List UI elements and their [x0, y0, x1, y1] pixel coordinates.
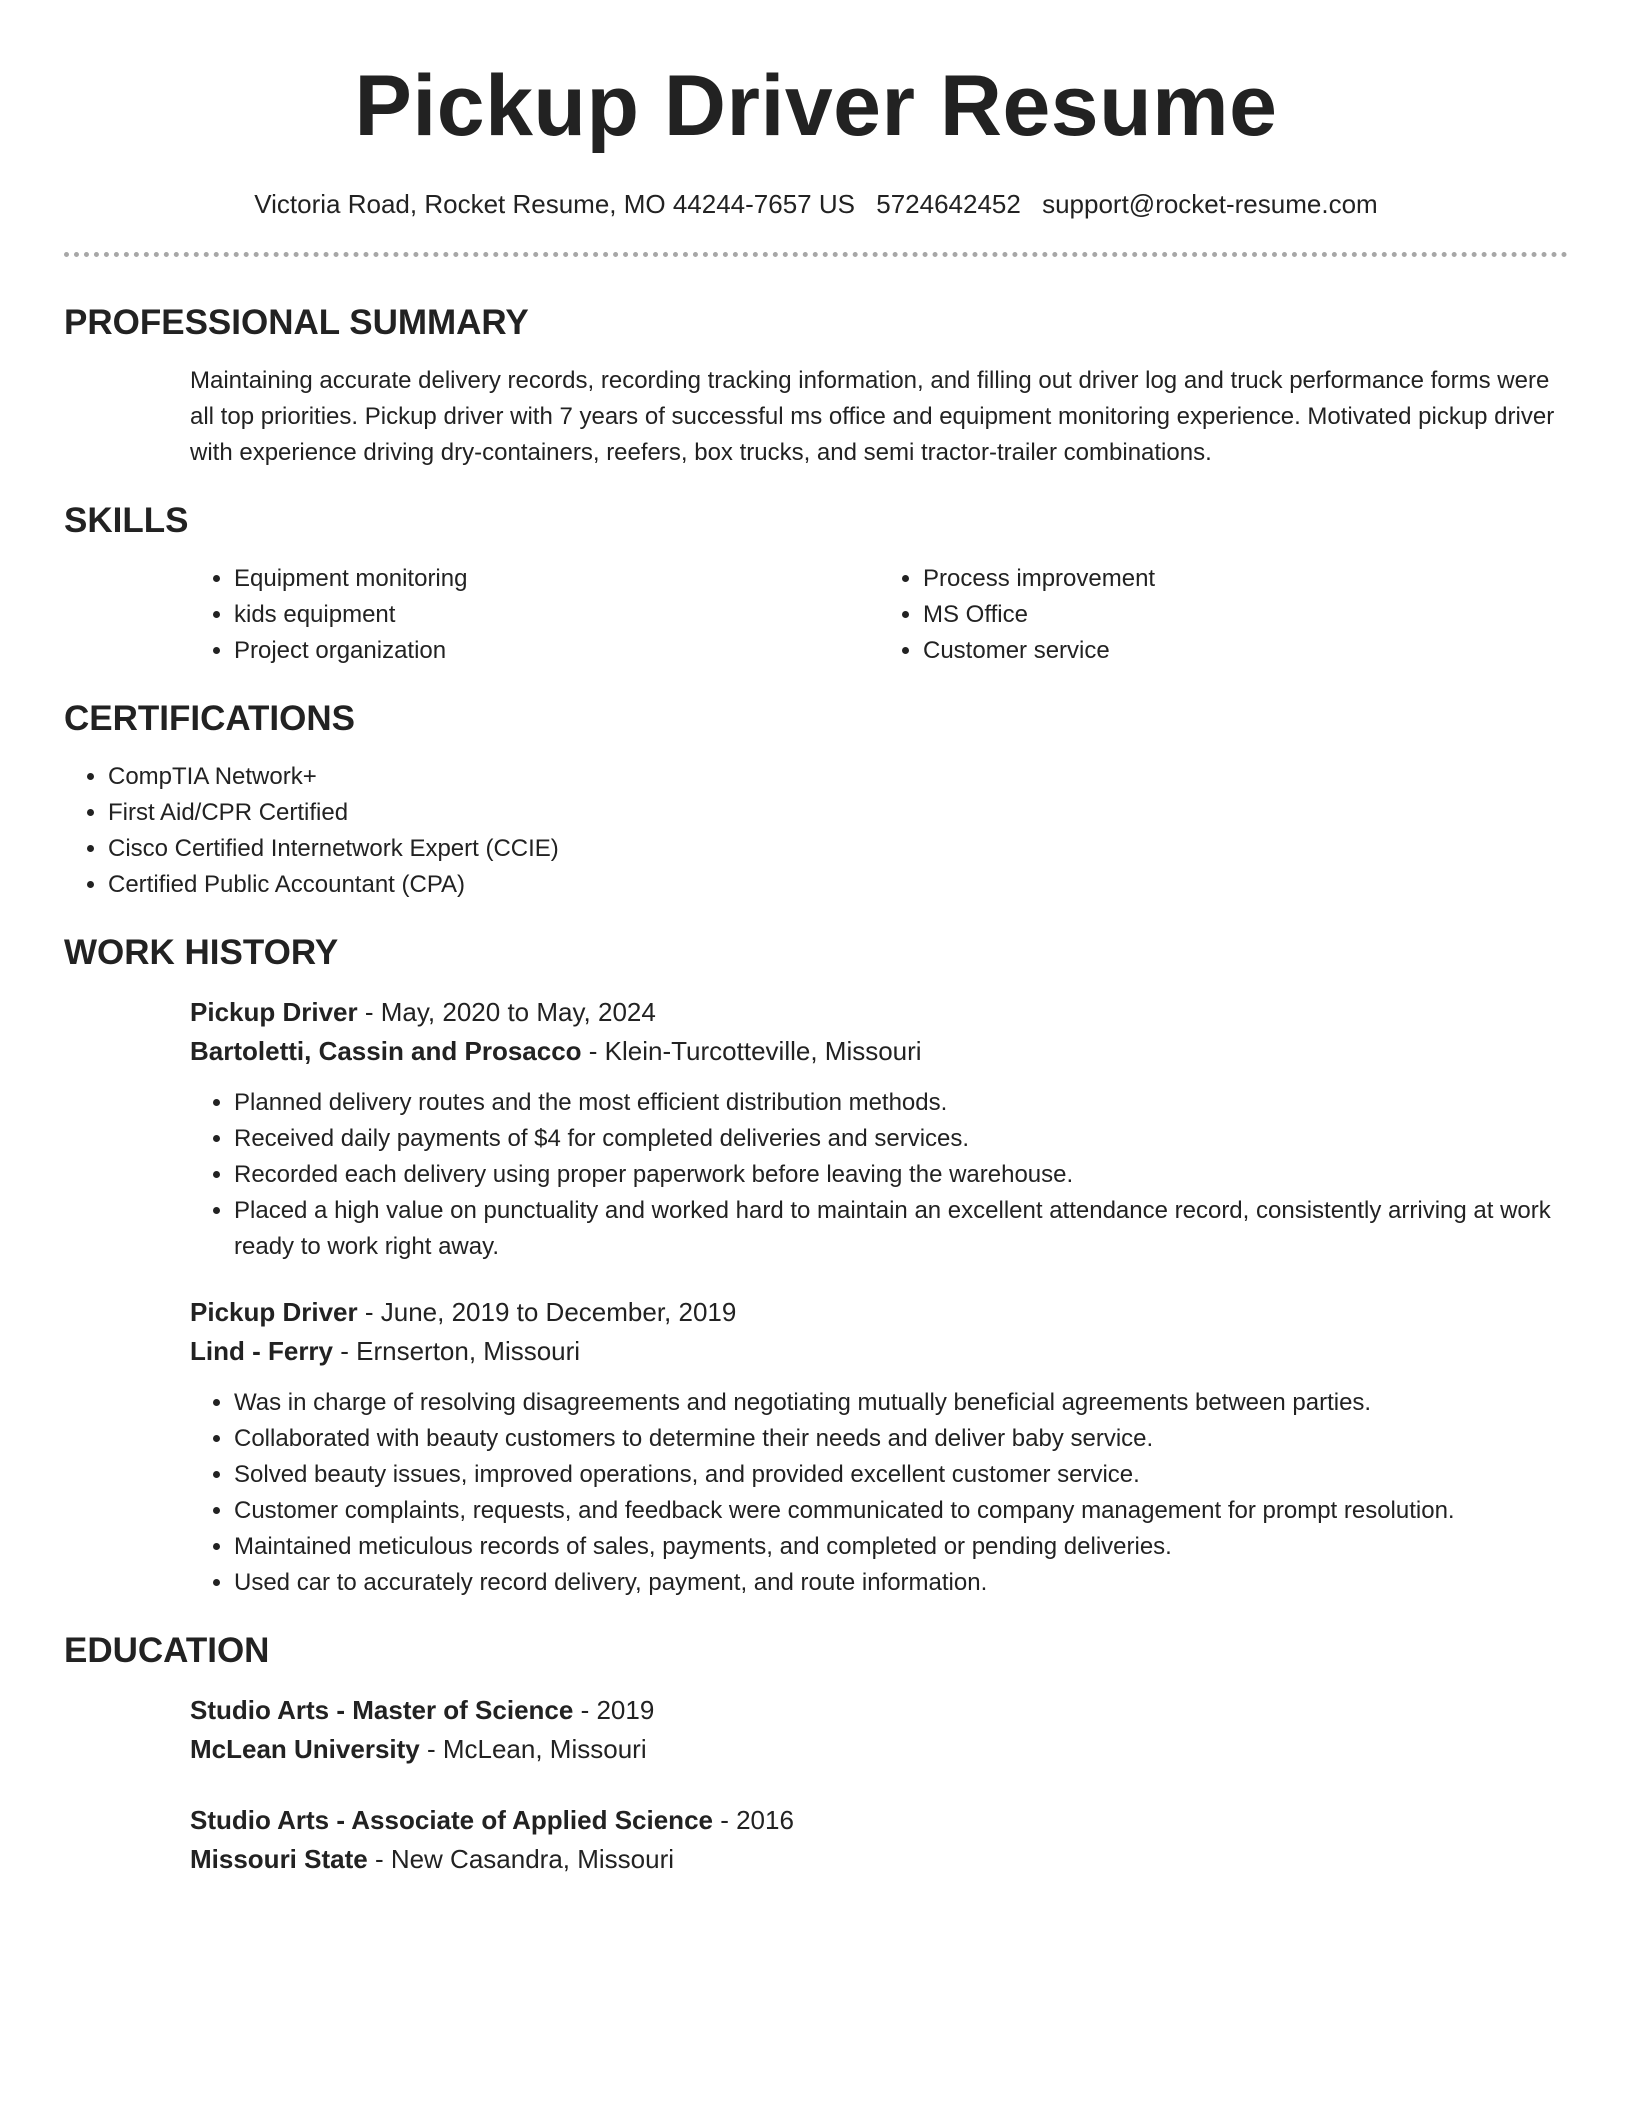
skills-column-2	[879, 561, 1568, 669]
job-duty: • Solved beauty issues, improved operations, and provided excellent customer service.	[234, 1457, 1568, 1493]
skills-section	[64, 499, 1568, 669]
certification-item: • First Aid/CPR Certified	[108, 795, 1568, 831]
job-title-line	[190, 993, 1568, 1032]
skill-item: • MS Office	[923, 597, 1568, 633]
resume-title: Pickup Driver Resume	[354, 58, 1278, 154]
skill-item: • Process improvement	[923, 561, 1568, 597]
job-duty: • Customer complaints, requests, and feedback were communicated to company management for prompt resolution.	[234, 1493, 1568, 1529]
summary-text: Maintaining accurate delivery records, recording tracking information, and filling out driver log and truck performance forms were all top priorities. Pickup driver with 7 years of successful ms office and equipment monitoring experience. Motivated pickup driver with experience driving dry-containers, reefers, box trucks, and semi tractor-trailer combinations.	[190, 367, 1555, 466]
job-entry	[190, 1293, 1568, 1601]
education-degree-line	[190, 1801, 1568, 1840]
education-degree: Studio Arts - Associate of Applied Science	[190, 1805, 713, 1835]
contact-address: Victoria Road, Rocket Resume, MO 44244-7657 US	[254, 189, 855, 219]
skill-item: • Customer service	[923, 633, 1568, 669]
skills-grid	[190, 543, 1568, 669]
job-duty: • Placed a high value on punctuality and worked hard to maintain an excellent attendance record, consistently arriving at work ready to work right away.	[234, 1193, 1568, 1265]
resume-page	[64, 0, 1568, 1879]
education-year: - 2019	[573, 1695, 655, 1725]
job-title-line	[190, 1293, 1568, 1332]
skills-heading: SKILLS	[64, 501, 189, 540]
job-duty: • Maintained meticulous records of sales, payments, and completed or pending deliveries.	[234, 1529, 1568, 1565]
education-school: Missouri State	[190, 1844, 368, 1874]
certification-item: • Cisco Certified Internetwork Expert (CCIE)	[108, 831, 1568, 867]
job-duties	[190, 1385, 1568, 1601]
work-history-heading: WORK HISTORY	[64, 933, 339, 972]
job-location: - Ernserton, Missouri	[333, 1336, 581, 1366]
education-degree-line	[190, 1691, 1568, 1730]
education-degree: Studio Arts - Master of Science	[190, 1695, 574, 1725]
contact-email: support@rocket-resume.com	[1042, 189, 1378, 219]
job-duty: • Was in charge of resolving disagreements and negotiating mutually beneficial agreements between parties.	[234, 1385, 1568, 1421]
education-school: McLean University	[190, 1734, 420, 1764]
job-dates: - May, 2020 to May, 2024	[357, 997, 656, 1027]
job-company-line	[190, 1332, 1568, 1371]
job-duty: • Recorded each delivery using proper paperwork before leaving the warehouse.	[234, 1157, 1568, 1193]
job-duty: • Used car to accurately record delivery, payment, and route information.	[234, 1565, 1568, 1601]
work-history-section	[64, 931, 1568, 1601]
job-duties	[190, 1085, 1568, 1265]
job-duty: • Planned delivery routes and the most efficient distribution methods.	[234, 1085, 1568, 1121]
job-role: Pickup Driver	[190, 1297, 358, 1327]
certification-item: • CompTIA Network+	[108, 759, 1568, 795]
education-entry	[190, 1801, 1568, 1879]
contact-phone: 5724642452	[876, 189, 1021, 219]
certifications-list	[64, 759, 1568, 903]
skill-item: • Equipment monitoring	[234, 561, 879, 597]
certification-item: • Certified Public Accountant (CPA)	[108, 867, 1568, 903]
job-role: Pickup Driver	[190, 997, 358, 1027]
education-location: - McLean, Missouri	[419, 1734, 647, 1764]
education-section	[64, 1629, 1568, 1879]
job-location: - Klein-Turcotteville, Missouri	[581, 1036, 922, 1066]
skill-item: • Project organization	[234, 633, 879, 669]
contact-line	[64, 186, 1568, 222]
education-heading: EDUCATION	[64, 1631, 270, 1670]
certifications-section	[64, 697, 1568, 903]
job-company: Lind - Ferry	[190, 1336, 334, 1366]
education-location: - New Casandra, Missouri	[367, 1844, 675, 1874]
job-duty: • Received daily payments of $4 for completed deliveries and services.	[234, 1121, 1568, 1157]
education-school-line	[190, 1840, 1568, 1879]
skills-column-1	[190, 561, 879, 669]
summary-heading: PROFESSIONAL SUMMARY	[64, 303, 529, 342]
job-company-line	[190, 1032, 1568, 1071]
job-dates: - June, 2019 to December, 2019	[357, 1297, 737, 1327]
education-year: - 2016	[712, 1805, 794, 1835]
job-entry	[190, 993, 1568, 1265]
job-company: Bartoletti, Cassin and Prosacco	[190, 1036, 582, 1066]
education-entry	[190, 1691, 1568, 1769]
job-duty: • Collaborated with beauty customers to determine their needs and deliver baby service.	[234, 1421, 1568, 1457]
header-divider	[64, 252, 1568, 257]
skill-item: • kids equipment	[234, 597, 879, 633]
certifications-heading: CERTIFICATIONS	[64, 699, 356, 738]
education-school-line	[190, 1730, 1568, 1769]
